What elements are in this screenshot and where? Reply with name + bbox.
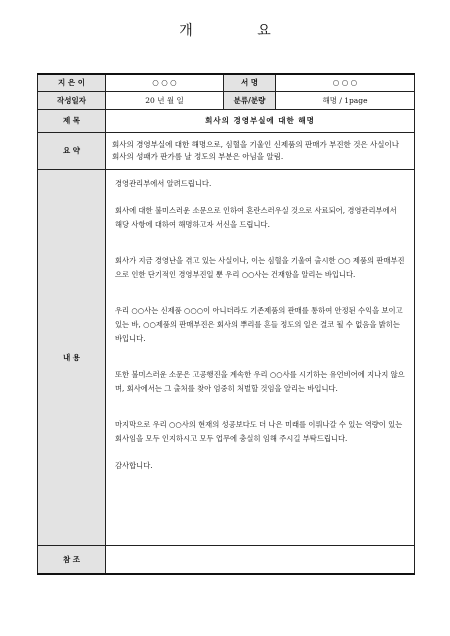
author-row [38, 74, 415, 91]
summary-label: 요 약 [38, 132, 106, 169]
content-row [38, 169, 415, 545]
signature-value: ○ ○ ○ [276, 74, 415, 91]
subject-label: 제 목 [38, 109, 106, 132]
content-paragraph: 마지막으로 우리 ○○사의 현재의 성공보다도 더 나은 미래를 이뤄나갈 수 있는 역량이 있는 회사임을 모두 인지하시고 모두 업무에 충실히 임해 주시길 부탁드립니다. [115, 419, 403, 443]
reference-row [38, 545, 415, 574]
content-paragraph: 회사에 대한 불미스러운 소문으로 인하여 혼란스러우실 것으로 사료되어, 경영관리부에서 해당 사항에 대하여 해명하고자 서신을 드립니다. [115, 205, 397, 229]
subject-row [38, 109, 415, 132]
subject-value: 회사의 경영부실에 대한 해명 [106, 109, 415, 132]
date-label: 작성일자 [38, 91, 106, 109]
date-row [38, 91, 415, 109]
content-label: 내 용 [38, 169, 106, 545]
content-paragraph: 또한 불미스러운 소문은 고공행진을 계속한 우리 ○○사를 시기하는 유언비어에 지나지 않으며, 회사에서는 그 출처를 찾아 엄중히 처벌할 것임을 알리는 바입니다. [115, 369, 405, 393]
category-label: 분류/분량 [224, 91, 276, 109]
reference-label: 참 조 [38, 545, 106, 574]
content-paragraph: 감사합니다. [115, 460, 153, 470]
author-value: ○ ○ ○ [106, 74, 224, 91]
content-body [106, 169, 415, 545]
summary-text: 회사의 경영부실에 대한 해명으로, 심혈을 기울인 신제품의 판매가 부진한 것은 사실이나 회사의 성패가 판가름 날 정도의 부분은 아님을 알림. [106, 132, 415, 169]
content-paragraph: 경영관리부에서 알려드립니다. [115, 178, 212, 188]
document-title: 개 요 [179, 23, 301, 39]
content-paragraph: 회사가 지금 경영난을 겪고 있는 사실이나, 이는 심혈을 기울여 출시한 ○○ 제품의 판매부진으로 인한 단기적인 경영부진일 뿐 우리 ○○사는 건재함을 알리는 바입니다. [115, 255, 405, 279]
date-value: 20 년 월 일 [106, 91, 224, 109]
author-label: 지 은 이 [38, 74, 106, 91]
overview-form-table [37, 73, 415, 575]
summary-row [38, 132, 415, 169]
content-paragraph: 우리 ○○사는 신제품 ○○○이 아니더라도 기존제품의 판매를 통하여 안정된 수익을 보이고 있는 바, ○○제품의 판매부진은 회사의 뿌리를 흔들 정도의 일은 결코 될 수 없음을 밝히는 바입니다. [115, 305, 403, 343]
reference-value [106, 545, 415, 574]
signature-label: 서 명 [224, 74, 276, 91]
category-value: 해명 / 1page [276, 91, 415, 109]
